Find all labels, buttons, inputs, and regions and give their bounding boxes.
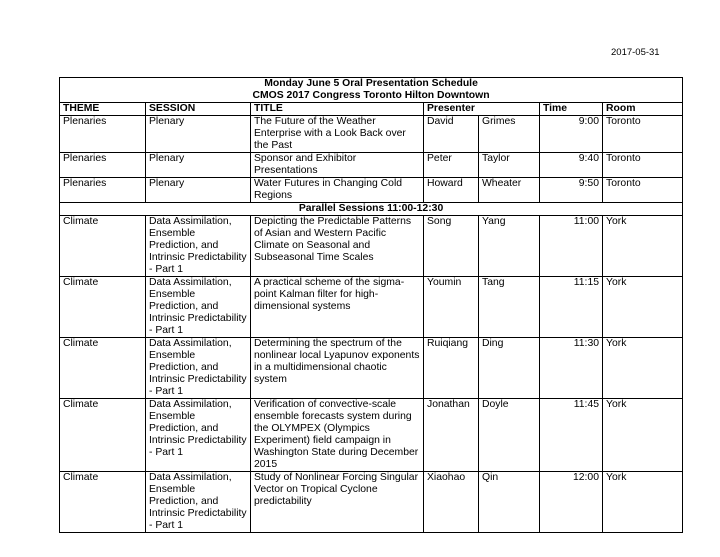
cell-theme: Plenaries	[60, 153, 146, 178]
cell-time: 11:00	[540, 216, 603, 277]
schedule-title-row	[60, 78, 683, 103]
cell-theme: Climate	[60, 216, 146, 277]
cell-presenter-last: Ding	[479, 338, 540, 399]
cell-time: 9:40	[540, 153, 603, 178]
column-header-row	[60, 103, 683, 116]
cell-session: Data Assimilation, Ensemble Prediction, and Intrinsic Predictability - Part 1	[146, 216, 251, 277]
cell-room: York	[603, 277, 683, 338]
table-row	[60, 153, 683, 178]
column-header-presenter: Presenter	[424, 103, 540, 116]
cell-presenter-first: Youmin	[424, 277, 479, 338]
cell-presenter-last: Grimes	[479, 116, 540, 153]
schedule-title-line2: CMOS 2017 Congress Toronto Hilton Downtown	[252, 90, 490, 101]
table-row	[60, 472, 683, 533]
column-header-room: Room	[603, 103, 683, 116]
cell-presenter-first: Peter	[424, 153, 479, 178]
cell-presenter-first: Jonathan	[424, 399, 479, 472]
column-header-session: SESSION	[146, 103, 251, 116]
cell-room: Toronto	[603, 178, 683, 203]
cell-presenter-first: Song	[424, 216, 479, 277]
cell-session: Plenary	[146, 116, 251, 153]
cell-room: Toronto	[603, 116, 683, 153]
cell-time: 11:30	[540, 338, 603, 399]
cell-presenter-first: Howard	[424, 178, 479, 203]
cell-session: Plenary	[146, 153, 251, 178]
cell-room: York	[603, 216, 683, 277]
cell-theme: Climate	[60, 399, 146, 472]
cell-session: Plenary	[146, 178, 251, 203]
cell-room: Toronto	[603, 153, 683, 178]
cell-title: Study of Nonlinear Forcing Singular Vector on Tropical Cyclone predictability	[251, 472, 424, 533]
cell-title: A practical scheme of the sigma-point Kalman filter for high-dimensional systems	[251, 277, 424, 338]
parallel-sessions-row	[60, 203, 683, 216]
cell-presenter-first: Xiaohao	[424, 472, 479, 533]
cell-title: The Future of the Weather Enterprise with a Look Back over the Past	[251, 116, 424, 153]
cell-title: Determining the spectrum of the nonlinear local Lyapunov exponents in a multidimensional chaotic system	[251, 338, 424, 399]
column-header-time: Time	[540, 103, 603, 116]
table-row	[60, 116, 683, 153]
table-row	[60, 338, 683, 399]
cell-theme: Climate	[60, 338, 146, 399]
cell-room: York	[603, 399, 683, 472]
cell-session: Data Assimilation, Ensemble Prediction, and Intrinsic Predictability - Part 1	[146, 338, 251, 399]
cell-theme: Plenaries	[60, 116, 146, 153]
schedule-title	[60, 78, 683, 103]
cell-time: 12:00	[540, 472, 603, 533]
cell-theme: Climate	[60, 277, 146, 338]
table-row	[60, 178, 683, 203]
cell-title: Water Futures in Changing Cold Regions	[251, 178, 424, 203]
cell-time: 11:45	[540, 399, 603, 472]
cell-time: 11:15	[540, 277, 603, 338]
cell-title: Verification of convective-scale ensemble forecasts system during the OLYMPEX (Olympics Experiment) field campaign in Washington State during December 2015	[251, 399, 424, 472]
table-row	[60, 277, 683, 338]
cell-theme: Plenaries	[60, 178, 146, 203]
cell-title: Depicting the Predictable Patterns of Asian and Western Pacific Climate on Seasonal and Subseasonal Time Scales	[251, 216, 424, 277]
page-date: 2017-05-31	[611, 47, 660, 58]
cell-presenter-last: Doyle	[479, 399, 540, 472]
cell-presenter-first: David	[424, 116, 479, 153]
cell-room: York	[603, 338, 683, 399]
cell-room: York	[603, 472, 683, 533]
parallel-sessions-heading: Parallel Sessions 11:00-12:30	[60, 203, 683, 216]
cell-theme: Climate	[60, 472, 146, 533]
cell-presenter-last: Qin	[479, 472, 540, 533]
cell-presenter-last: Wheater	[479, 178, 540, 203]
column-header-title: TITLE	[251, 103, 424, 116]
cell-presenter-last: Tang	[479, 277, 540, 338]
cell-title: Sponsor and Exhibitor Presentations	[251, 153, 424, 178]
table-row	[60, 216, 683, 277]
cell-presenter-last: Yang	[479, 216, 540, 277]
schedule-title-line1: Monday June 5 Oral Presentation Schedule	[264, 78, 478, 89]
cell-time: 9:00	[540, 116, 603, 153]
cell-session: Data Assimilation, Ensemble Prediction, and Intrinsic Predictability - Part 1	[146, 399, 251, 472]
column-header-theme: THEME	[60, 103, 146, 116]
table-row	[60, 399, 683, 472]
cell-session: Data Assimilation, Ensemble Prediction, and Intrinsic Predictability - Part 1	[146, 277, 251, 338]
cell-time: 9:50	[540, 178, 603, 203]
cell-session: Data Assimilation, Ensemble Prediction, and Intrinsic Predictability - Part 1	[146, 472, 251, 533]
schedule-table	[59, 77, 683, 533]
cell-presenter-first: Ruiqiang	[424, 338, 479, 399]
cell-presenter-last: Taylor	[479, 153, 540, 178]
